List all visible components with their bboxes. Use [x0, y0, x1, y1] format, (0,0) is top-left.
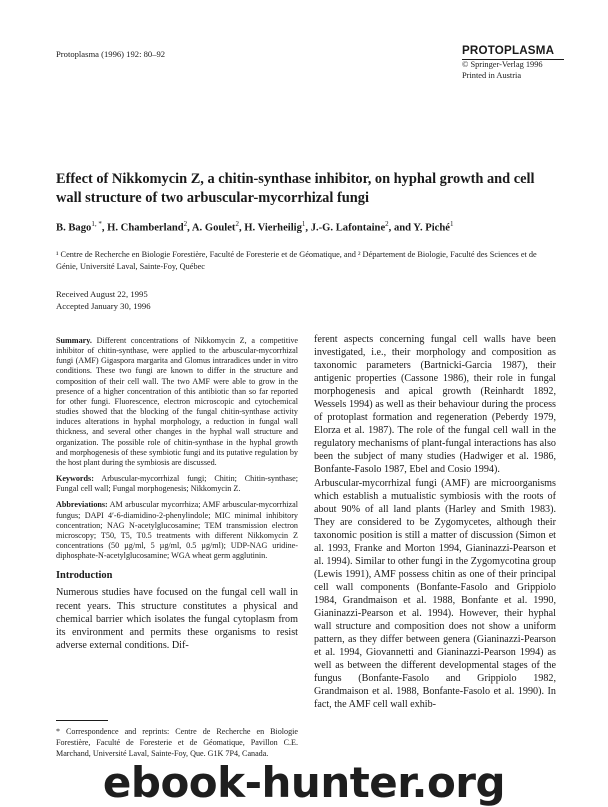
summary-text: Different concentrations of Nikkomycin Z, a competitive inhibitor of chitin-synthase, were applied to the arbuscular-mycorrhizal fungi (AMF) Gigaspora margarita and Glomus intraradices under in vitro conditions. These two fungi are known to differ in the structure and composition of their cell wall. The two AMF were able to grow in the presence of a higher concentration of this antibiotic than so far reported for other fungi. Fluorescence, electron microscopic and cytochemical studies showed that the blocking of the fungal chitin-synthase activity induces alterations in hyphal morphology, a reduction in fungal wall thickness, and several other changes in the hyphal wall structure and organization. The possible role of chitin-synthase in the hyphal growth and morphogenesis of these symbiotic fungi and its putative regulation by the host plant during the symbiosis are discussed. [56, 336, 298, 467]
correspondence-footnote: * Correspondence and reprints: Centre de Recherche en Biologie Forestière, Faculté de Foresterie et de Géomatique, Pavillon C.E. Marchand, Université Laval, Sainte-Foy, Que. G1K 7P4, Canada. [56, 727, 298, 758]
journal-citation: Protoplasma (1996) 192: 80–92 [56, 49, 166, 59]
author-separator: , [238, 222, 245, 234]
summary [56, 336, 298, 468]
abbreviations-label: Abbreviations: [56, 500, 108, 510]
author-name: Y. Piché [413, 222, 450, 234]
author-separator: , [101, 222, 108, 234]
masthead-printed: Printed in Austria [462, 70, 522, 80]
masthead-title: PROTOPLASMA [462, 44, 564, 60]
author-name: B. Bago [56, 222, 92, 234]
author-separator: , and [388, 222, 414, 234]
received-date: Received August 22, 1995 [56, 289, 148, 299]
summary-label: Summary. [56, 336, 92, 345]
footnote-divider [56, 720, 108, 721]
author-affiliation-mark: 2 [235, 220, 239, 228]
author-star: * [96, 220, 102, 228]
author-name: H. Vierheilig [244, 222, 302, 234]
keywords-text: Arbuscular-mycorrhizal fungi; Chitin; Chitin-synthase; Fungal cell wall; Fungal morphogenesis; Nikkomycin Z. [56, 474, 298, 494]
author-affiliation-mark: 1, [91, 220, 97, 228]
keywords [56, 474, 298, 494]
author-name: J.-G. Lafontaine [310, 222, 386, 234]
watermark-text: ebook-hunter.org [102, 758, 506, 807]
masthead-copyright: © Springer-Verlag 1996 [462, 60, 543, 69]
author-affiliation-mark: 2 [385, 220, 389, 228]
abbreviations [56, 500, 298, 561]
author-name: H. Chamberland [107, 222, 184, 234]
author-affiliation-mark: 1 [301, 220, 306, 228]
author-affiliation-mark: 1 [449, 220, 454, 228]
right-paragraph-2: Arbuscular-mycorrhizal fungi (AMF) are microorganisms which establish a mutualistic symbiosis with the roots of about 90% of all land plants (Harley and Smith 1983). They are considered to be Zygomycetes, although their taxonomic position is still a matter of discussion (Simon et al. 1993, Franke and Morton 1994, Gianinazzi-Pearson et al. 1994). Similar to other fungi in the Zygomycotina group (Lewis 1991), AMF possess chitin as one of their principal cell wall components (Bonfante-Fasolo and Grippiolo 1984, Grandmaison et al. 1988, Bonfante et al. 1990, Gianinazzi-Pearson et al. 1994). However, their hyphal wall structure and composition does not show a uniform pattern, as they differ between genera (Gianinazzi-Pearson et al. 1994, Giovannetti and Gianinazzi-Pearson 1994) as well as between the different developmental stages of the fungus (Bonfante-Fasolo and Grippiolo 1982, Grandmaison et al. 1988, Bonfante-Fasolo et al. 1990). In fact, the AMF cell wall exhib- [314, 477, 556, 711]
abbreviations-text: AM arbuscular mycorrhiza; AMF arbuscular-mycorrhizal fungus; DAPI 4′-6-diamidino-2-phenylindole; MIC minimal inhibitory concentration; NAG N-acetylglucosamine; TEM transmission electron microscopy; T50, T5, T0.5 treatments with different Nikkomycin Z concentrations (50 µg/ml, 5 µg/ml, 0.5 µg/ml); UDP-NAG uridine-diphosphate-N-acetylglucosamine; WGA wheat germ agglutinin. [56, 500, 298, 561]
dates [56, 288, 151, 312]
right-column [314, 333, 556, 711]
accepted-date: Accepted January 30, 1996 [56, 301, 151, 311]
author-separator: , [305, 222, 311, 234]
right-paragraph-1: ferent aspects concerning fungal cell walls have been investigated, i.e., their morphology and composition as taxonomic parameters (Bartnicki-Garcia 1987), their antigenic properties (Cassone 1986), their role in fungal morphogenesis and apical growth (Reinhardt 1892, Wessels 1994) as well as their behaviour during the process of protoplast formation and regeneration (Peberdy 1979, Elorza et al. 1987). The role of the fungal cell wall in the regulatory mechanisms of plant-fungal interactions has also been the subject of many studies (Hadwiger et al. 1986, Bonfante-Fasolo 1987, Ebel and Cosio 1994). [314, 334, 556, 476]
affiliations: ¹ Centre de Recherche en Biologie Forestière, Faculté de Foresterie et de Géomatique, and ² Département de Biologie, Faculté des Sciences et de Génie, Université Laval, Sainte-Foy, Québec [56, 250, 537, 271]
author-name: A. Goulet [191, 222, 236, 234]
intro-heading: Introduction [56, 570, 113, 582]
article-title: Effect of Nikkomycin Z, a chitin-synthase inhibitor, on hyphal growth and cell wall structure of two arbuscular-mycorrhizal fungi [56, 171, 535, 206]
left-column [56, 336, 298, 652]
author-separator: , [187, 222, 192, 234]
author-list [56, 220, 556, 234]
intro-text: Numerous studies have focused on the fungal cell wall in recent years. This structure constitutes a physical and chemical barrier which isolates the fungal cytoplasm from its environment and permits these organisms to resist adverse external conditions. Dif- [56, 587, 298, 651]
author-affiliation-mark: 2 [183, 220, 188, 228]
journal-masthead [462, 44, 564, 81]
keywords-label: Keywords: [56, 474, 94, 484]
